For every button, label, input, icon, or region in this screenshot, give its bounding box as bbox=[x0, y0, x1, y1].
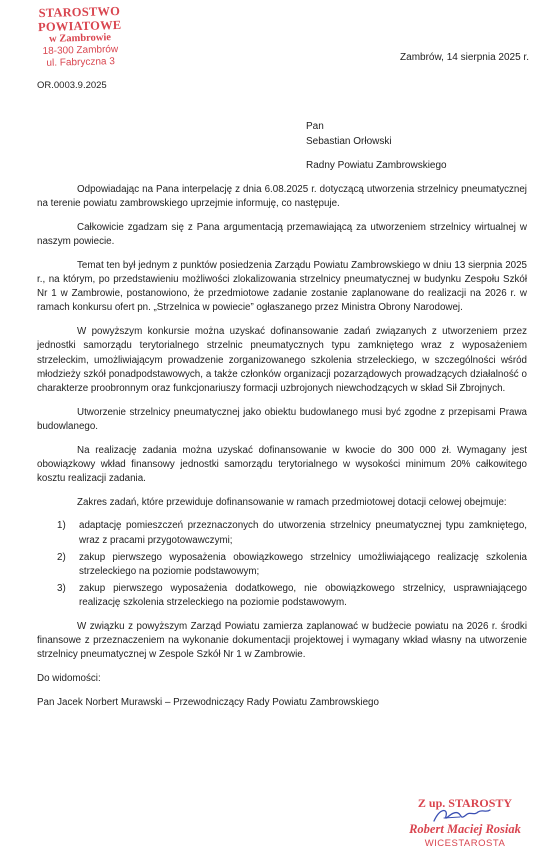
paragraph-intro: Odpowiadając na Pana interpelację z dnia 6.08.2025 r. dotyczącą utworzenia strzelnicy pneumatycznej na terenie powiatu zambrowskiego uprzejmie informuję, co następuje. bbox=[37, 184, 527, 210]
addressee-title: Radny Powiatu Zambrowskiego bbox=[306, 160, 447, 171]
stamp-line-postcode: 18-300 Zambrów bbox=[42, 44, 119, 57]
cc-label: Do widomości: bbox=[37, 673, 101, 685]
paragraph-funding: Na realizację zadania można uzyskać dofinansowanie w kwocie do 300 000 zł. Wymagany jest obowiązkowy wkład finansowy jednostki samorządu terytorialnego w wysokości minimum 20% całkowitego kosztu realizacji zadania. bbox=[37, 444, 527, 484]
addressee-name: Sebastian Orłowski bbox=[306, 136, 392, 147]
list-item bbox=[57, 551, 527, 579]
addressee-salutation: Pan bbox=[306, 121, 324, 132]
letter-date: Zambrów, 14 sierpnia 2025 r. bbox=[400, 52, 529, 63]
paragraph-scope: Zakres zadań, które przewiduje dofinansowanie w ramach przedmiotowej dotacji celowej obejmuje: bbox=[77, 496, 507, 508]
stamp-line-street: ul. Fabryczna 3 bbox=[46, 56, 115, 69]
list-item-number: 2) bbox=[57, 551, 66, 563]
addressee-block bbox=[306, 120, 447, 172]
paragraph-competition: W powyższym konkursie można uzyskać dofinansowanie zadań związanych z utworzeniem przez jednostki samorządu terytorialnego strzelnic pneumatycznych typu zamkniętego wraz z wyposażeniem strzeleckim, umożliwiającym prowadzenie zorganizowanego szkolenia strzeleckiego, w szczególności wśród młodzieży szkół ponadpodstawowych, a także członków organizacji pozarządowych prowadzących działalność o charakterze proobronnym oraz funkcjonariuszy formacji uzbrojonych niewchodzących w skład Sił Zbrojnych. bbox=[37, 326, 527, 394]
paragraph-closing: W związku z powyższym Zarząd Powiatu zamierza zaplanować w budżecie powiatu na 2026 r. środki finansowe z przeznaczeniem na wykonanie dokumentacji projektowej i wymagany wkład własny na utworzenie strzelnicy pneumatycznej w Zespole Szkół Nr 1 w Zambrowie. bbox=[37, 621, 527, 661]
signatory-role: WICESTAROSTA bbox=[424, 838, 506, 849]
list-item-text: zakup pierwszego wyposażenia dodatkowego, nie obowiązkowego strzelnicy, usprawniającego realizację szkolenia strzeleckiego na poziomie podstawowym. bbox=[79, 583, 527, 609]
office-stamp bbox=[4, 3, 156, 71]
list-item bbox=[57, 519, 527, 547]
scope-list bbox=[57, 519, 527, 610]
list-item bbox=[57, 582, 527, 610]
letter-body bbox=[37, 183, 527, 720]
list-item-text: zakup pierwszego wyposażenia obowiązkowego strzelnicy umożliwiającego realizację szkolenia strzeleckiego na poziomie podstawowym; bbox=[79, 551, 527, 577]
reference-number: OR.0003.9.2025 bbox=[37, 80, 107, 91]
signature-stamp bbox=[392, 796, 538, 849]
paragraph-building-law: Utworzenie strzelnicy pneumatycznej jako obiektu budowlanego musi być zgodne z przepisami Prawa budowlanego. bbox=[37, 406, 527, 432]
paragraph-board-meeting: Temat ten był jednym z punktów posiedzenia Zarządu Powiatu Zambrowskiego w dniu 13 sierpnia 2025 r., na którym, po przedstawieniu możliwości zlokalizowania strzelnicy pneumatycznej w budynku Zespołu Szkół Nr 1 w Zambrowie, postanowiono, że przedmiotowe zadanie zostanie zaplanowane do realizacji na 2026 r. w ramach konkursu ofert pn. „Strzelnica w powiecie” ogłaszanego przez Ministra Obrony Narodowej. bbox=[37, 259, 527, 314]
list-item-number: 3) bbox=[57, 583, 66, 595]
stamp-line-office: STAROSTWO POWIATOWE bbox=[37, 3, 122, 35]
signatory-name: Robert Maciej Rosiak bbox=[409, 822, 521, 836]
paragraph-agreement: Całkowicie zgadzam się z Pana argumentacją przemawiającą za utworzeniem strzelnicy wirtualnej w naszym powiecie. bbox=[37, 221, 527, 248]
handwritten-signature bbox=[430, 804, 492, 826]
list-item-number: 1) bbox=[57, 520, 66, 532]
signature-authority: Z up. STAROSTY bbox=[417, 796, 513, 810]
cc-recipient: Pan Jacek Norbert Murawski – Przewodniczący Rady Powiatu Zambrowskiego bbox=[37, 696, 379, 708]
list-item-text: adaptację pomieszczeń przeznaczonych do utworzenia strzelnicy pneumatycznej typu zamkniętego, wraz z pracami przygotowawczymi; bbox=[79, 520, 527, 546]
stamp-line-city: w Zambrowie bbox=[48, 32, 112, 45]
